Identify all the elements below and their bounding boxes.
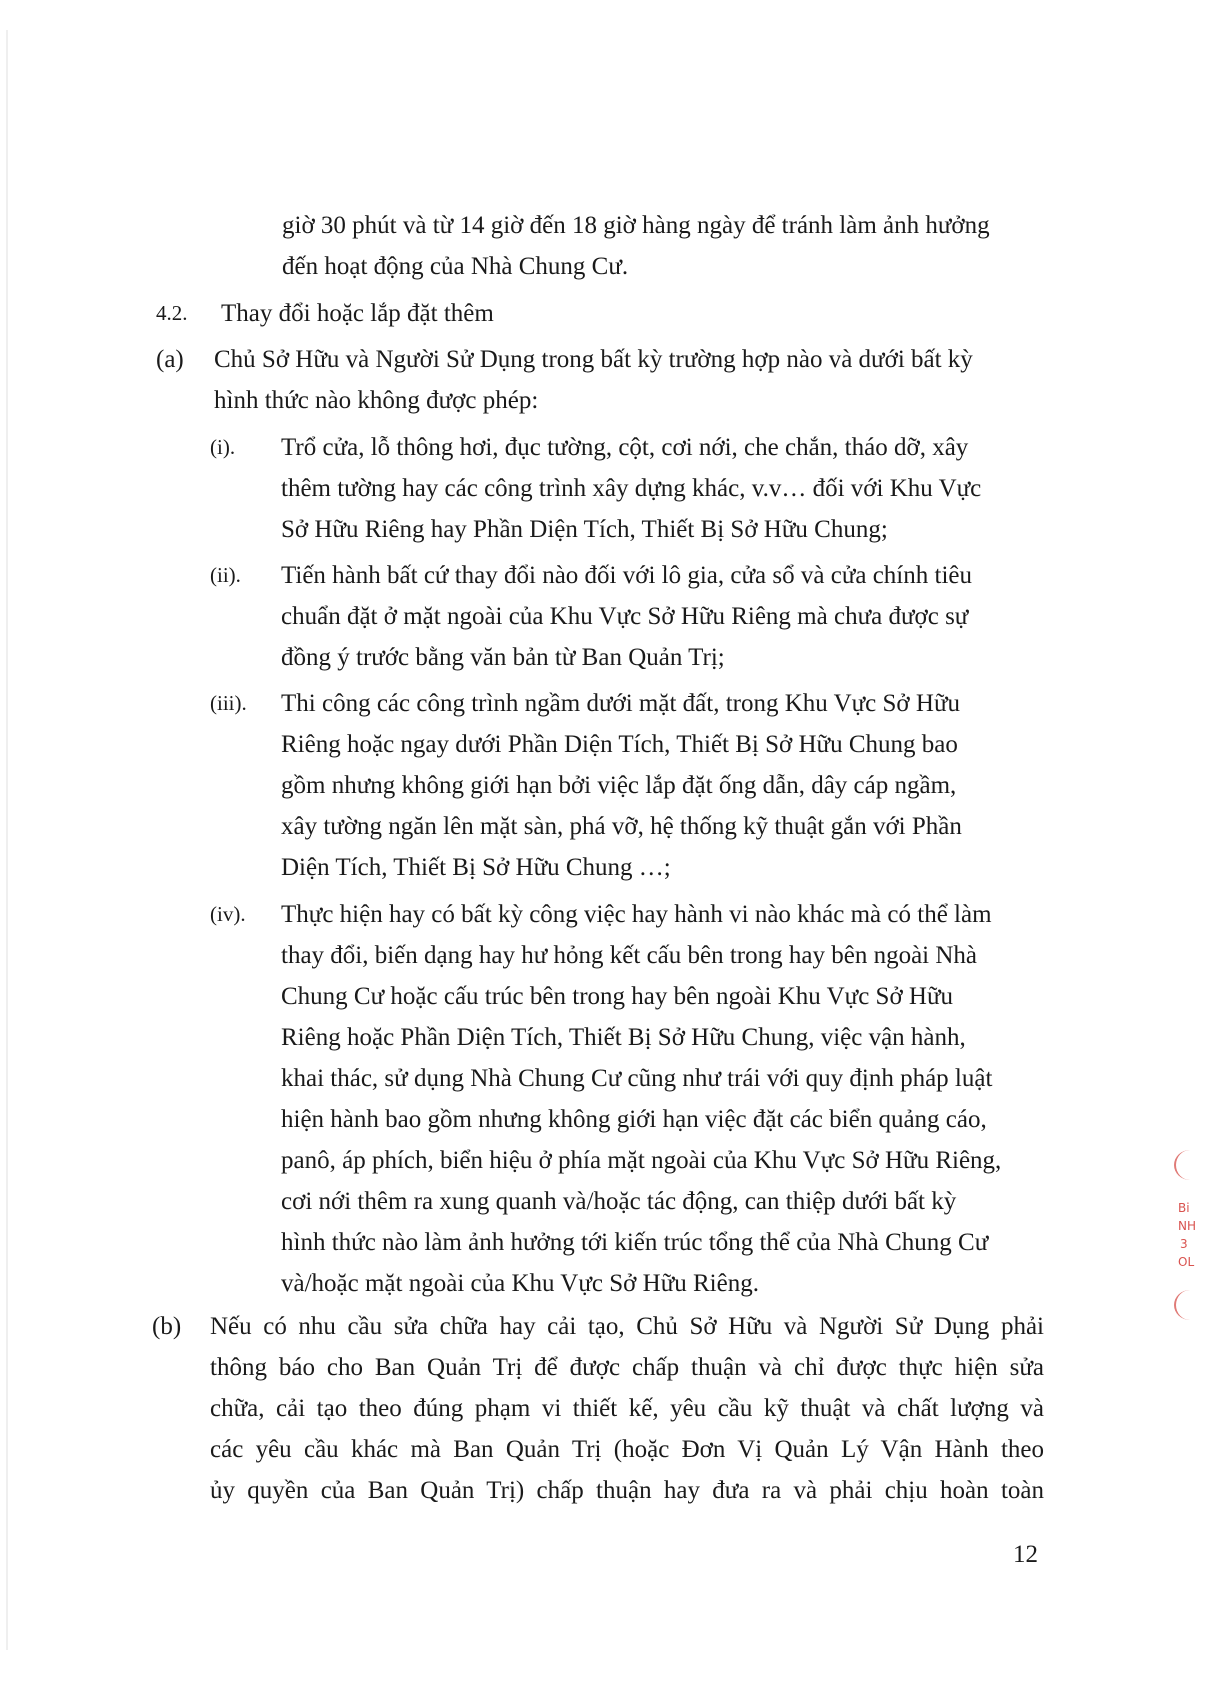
text-line: thêm tường hay các công trình xây dựng khác, v.v… đối với Khu Vực xyxy=(281,475,982,502)
text-line: xây tường ngăn lên mặt sàn, phá vỡ, hệ thống kỹ thuật gắn với Phần xyxy=(281,813,962,840)
item-iv-label: (iv). xyxy=(210,902,246,926)
item-ii-label: (ii). xyxy=(210,563,241,587)
stamp-fragment xyxy=(1170,1150,1196,1350)
clause-a-label: (a) xyxy=(156,346,184,373)
item-i-text xyxy=(281,427,1044,550)
text-line: Chủ Sở Hữu và Người Sử Dụng trong bất kỳ trường hợp nào và dưới bất kỳ xyxy=(214,346,973,373)
text-line: Tiến hành bất cứ thay đổi nào đối với lô gia, cửa sổ và cửa chính tiêu xyxy=(281,562,972,589)
item-ii-text xyxy=(281,555,1044,678)
text-line: thông báo cho Ban Quản Trị để được chấp thuận và chỉ được thực hiện sửa xyxy=(210,1354,1044,1381)
stamp-arc-top xyxy=(1174,1150,1206,1180)
text-line: hình thức nào làm ảnh hưởng tới kiến trúc tổng thể của Nhà Chung Cư xyxy=(281,1229,989,1256)
clause-b-text xyxy=(210,1306,1044,1511)
text-line: thay đổi, biến dạng hay hư hỏng kết cấu bên trong hay bên ngoài Nhà xyxy=(281,942,978,969)
text-line: và/hoặc mặt ngoài của Khu Vực Sở Hữu Riêng. xyxy=(281,1270,759,1297)
item-iv-text xyxy=(281,894,1044,1304)
text-line: Chung Cư hoặc cấu trúc bên trong hay bên ngoài Khu Vực Sở Hữu xyxy=(281,983,954,1010)
page-number: 12 xyxy=(1013,1541,1038,1568)
text-line: Riêng hoặc Phần Diện Tích, Thiết Bị Sở Hữu Chung, việc vận hành, xyxy=(281,1024,966,1051)
page-edge xyxy=(6,30,8,1650)
clause-a-text xyxy=(214,339,1044,421)
text-line: đến hoạt động của Nhà Chung Cư. xyxy=(282,253,629,280)
text-line: Thực hiện hay có bất kỳ công việc hay hành vi nào khác mà có thể làm xyxy=(281,901,992,928)
text-line: chuẩn đặt ở mặt ngoài của Khu Vực Sở Hữu Riêng mà chưa được sự xyxy=(281,603,969,630)
text-line: hiện hành bao gồm nhưng không giới hạn việc đặt các biển quảng cáo, xyxy=(281,1106,987,1133)
text-line: Diện Tích, Thiết Bị Sở Hữu Chung …; xyxy=(281,854,671,881)
text-line: khai thác, sử dụng Nhà Chung Cư cũng như trái với quy định pháp luật xyxy=(281,1065,993,1092)
stamp-arc-bottom xyxy=(1174,1290,1206,1320)
text-line: Thi công các công trình ngầm dưới mặt đất, trong Khu Vực Sở Hữu xyxy=(281,690,961,717)
stamp-text-line: 3 xyxy=(1180,1237,1188,1251)
text-line: đồng ý trước bằng văn bản từ Ban Quản Trị; xyxy=(281,644,725,671)
text-line: Riêng hoặc ngay dưới Phần Diện Tích, Thiết Bị Sở Hữu Chung bao xyxy=(281,731,958,758)
section-number: 4.2. xyxy=(156,301,188,325)
text-line: giờ 30 phút và từ 14 giờ đến 18 giờ hàng ngày để tránh làm ảnh hưởng xyxy=(282,212,990,239)
text-line: ủy quyền của Ban Quản Trị) chấp thuận hay đưa ra và phải chịu hoàn toàn xyxy=(210,1477,1044,1504)
clause-b-label: (b) xyxy=(152,1313,182,1340)
continuation-paragraph xyxy=(282,205,1044,287)
text-line: panô, áp phích, biển hiệu ở phía mặt ngoài của Khu Vực Sở Hữu Riêng, xyxy=(281,1147,1002,1174)
text-line: Nếu có nhu cầu sửa chữa hay cải tạo, Chủ Sở Hữu và Người Sử Dụng phải xyxy=(210,1313,1044,1340)
section-title: Thay đổi hoặc lắp đặt thêm xyxy=(221,300,494,327)
text-line: cơi nới thêm ra xung quanh và/hoặc tác động, can thiệp dưới bất kỳ xyxy=(281,1188,957,1215)
text-line: Trổ cửa, lỗ thông hơi, đục tường, cột, cơi nới, che chắn, tháo dỡ, xây xyxy=(281,434,969,461)
stamp-text-line: NH xyxy=(1178,1219,1196,1233)
item-iii-text xyxy=(281,683,1044,888)
stamp-text-line: Bi xyxy=(1178,1201,1190,1215)
stamp-text-line: OL xyxy=(1178,1255,1195,1269)
item-iii-label: (iii). xyxy=(210,691,247,715)
text-line: các yêu cầu khác mà Ban Quản Trị (hoặc Đơn Vị Quản Lý Vận Hành theo xyxy=(210,1436,1044,1463)
text-line: hình thức nào không được phép: xyxy=(214,387,539,414)
item-i-label: (i). xyxy=(210,435,236,459)
text-line: chữa, cải tạo theo đúng phạm vi thiết kế, yêu cầu kỹ thuật và chất lượng và xyxy=(210,1395,1044,1422)
text-line: Sở Hữu Riêng hay Phần Diện Tích, Thiết Bị Sở Hữu Chung; xyxy=(281,516,888,543)
text-line: gồm nhưng không giới hạn bởi việc lắp đặt ống dẫn, dây cáp ngầm, xyxy=(281,772,957,799)
